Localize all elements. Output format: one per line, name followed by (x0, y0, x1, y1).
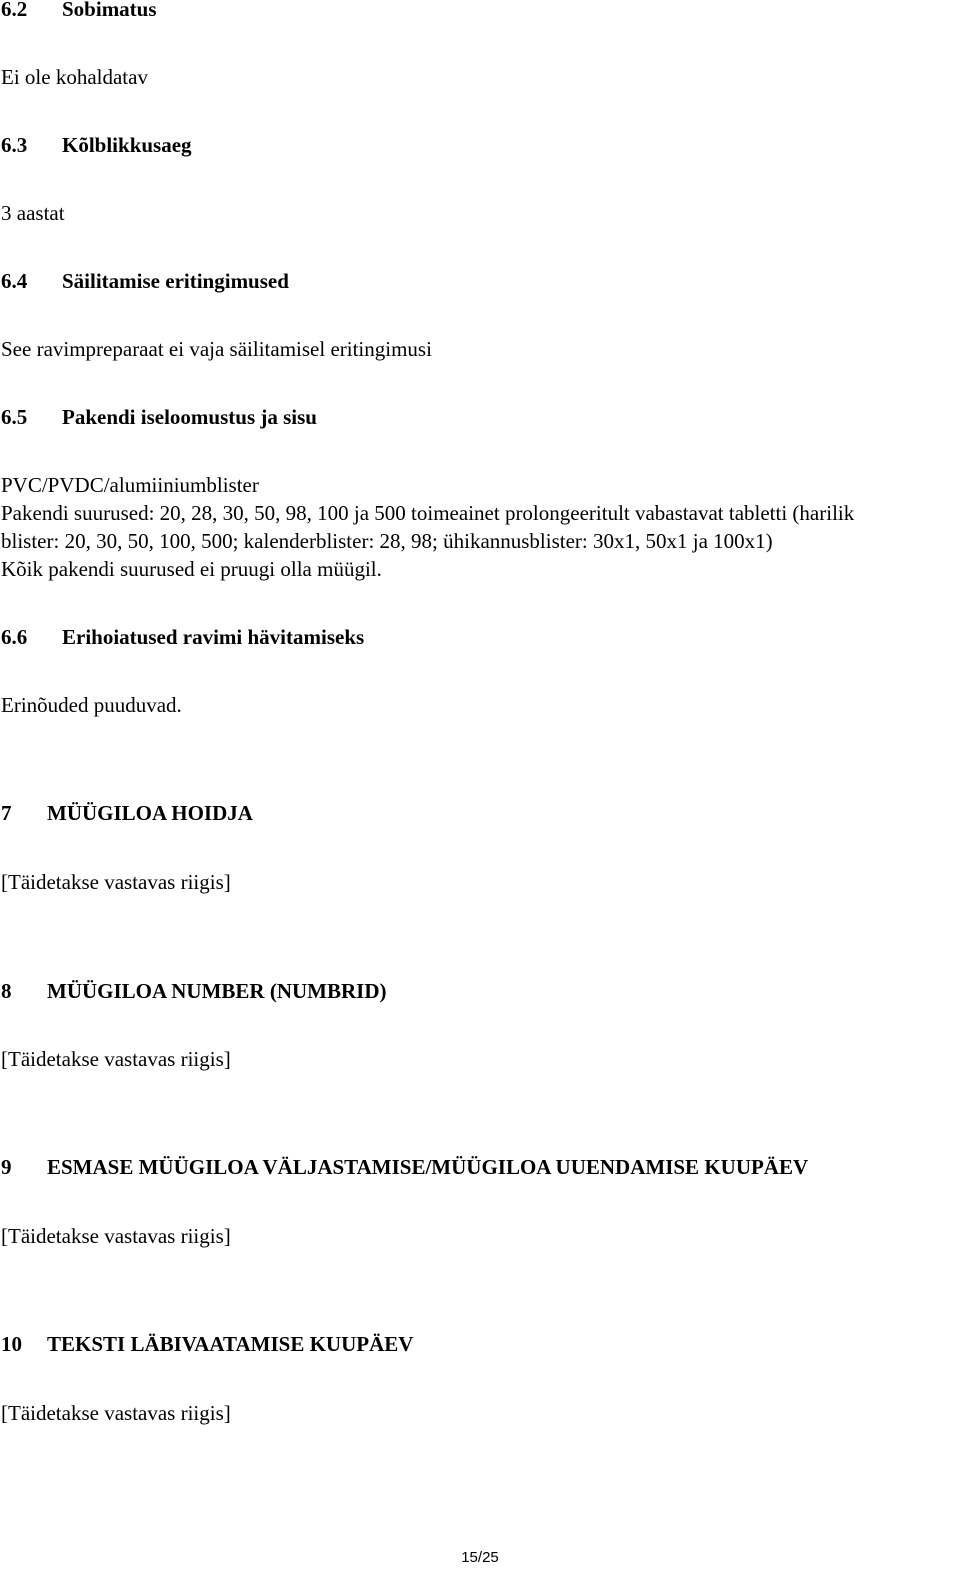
section-number: 6.5 (1, 405, 28, 429)
section-number: 7 (1, 801, 12, 825)
section-heading-9 (1, 1153, 808, 1181)
section-heading-6-4 (1, 267, 289, 295)
section-number: 8 (1, 979, 12, 1003)
packaging-line: PVC/PVDC/alumiiniumblister (1, 473, 259, 497)
section-heading-6-5 (1, 403, 317, 431)
section-heading-7 (1, 799, 253, 827)
section-title: ESMASE MÜÜGILOA VÄLJASTAMISE/MÜÜGILOA UUENDAMISE KUUPÄEV (47, 1155, 809, 1179)
section-body-8: [Täidetakse vastavas riigis] (1, 1047, 231, 1071)
section-heading-10 (1, 1330, 413, 1358)
section-title: Erihoiatused ravimi hävitamiseks (62, 625, 365, 649)
section-heading-6-2 (1, 0, 157, 23)
section-number: 10 (1, 1332, 22, 1356)
packaging-line: Kõik pakendi suurused ei pruugi olla müügil. (1, 557, 382, 581)
section-number: 6.4 (1, 269, 28, 293)
section-body-10: [Täidetakse vastavas riigis] (1, 1401, 231, 1425)
section-heading-6-6 (1, 623, 364, 651)
section-title: MÜÜGILOA NUMBER (NUMBRID) (47, 979, 387, 1003)
section-number: 6.2 (1, 0, 28, 21)
section-body-6-2: Ei ole kohaldatav (1, 65, 148, 89)
section-number: 6.6 (1, 625, 28, 649)
page-number: 15/25 (461, 1549, 499, 1566)
section-number: 6.3 (1, 133, 28, 157)
section-title: Kõlblikkusaeg (62, 133, 192, 157)
section-title: Pakendi iseloomustus ja sisu (62, 405, 317, 429)
section-heading-6-3 (1, 131, 192, 159)
packaging-line: Pakendi suurused: 20, 28, 30, 50, 98, 100 ja 500 toimeainet prolongeeritult vabastavat tabletti (harilik (1, 501, 855, 525)
section-title: MÜÜGILOA HOIDJA (47, 801, 253, 825)
section-body-6-5 (1, 471, 854, 583)
section-title: Sobimatus (62, 0, 157, 21)
section-body-7: [Täidetakse vastavas riigis] (1, 870, 231, 894)
section-title: TEKSTI LÄBIVAATAMISE KUUPÄEV (47, 1332, 414, 1356)
section-body-6-4: See ravimpreparaat ei vaja säilitamisel eritingimusi (1, 337, 432, 361)
section-heading-8 (1, 977, 387, 1005)
packaging-line: blister: 20, 30, 50, 100, 500; kalenderblister: 28, 98; ühikannusblister: 30x1, 50x1 ja 100x1) (1, 529, 773, 553)
section-body-6-6: Erinõuded puuduvad. (1, 693, 182, 717)
section-body-6-3: 3 aastat (1, 201, 65, 225)
section-title: Säilitamise eritingimused (62, 269, 289, 293)
section-body-9: [Täidetakse vastavas riigis] (1, 1224, 231, 1248)
section-number: 9 (1, 1155, 12, 1179)
